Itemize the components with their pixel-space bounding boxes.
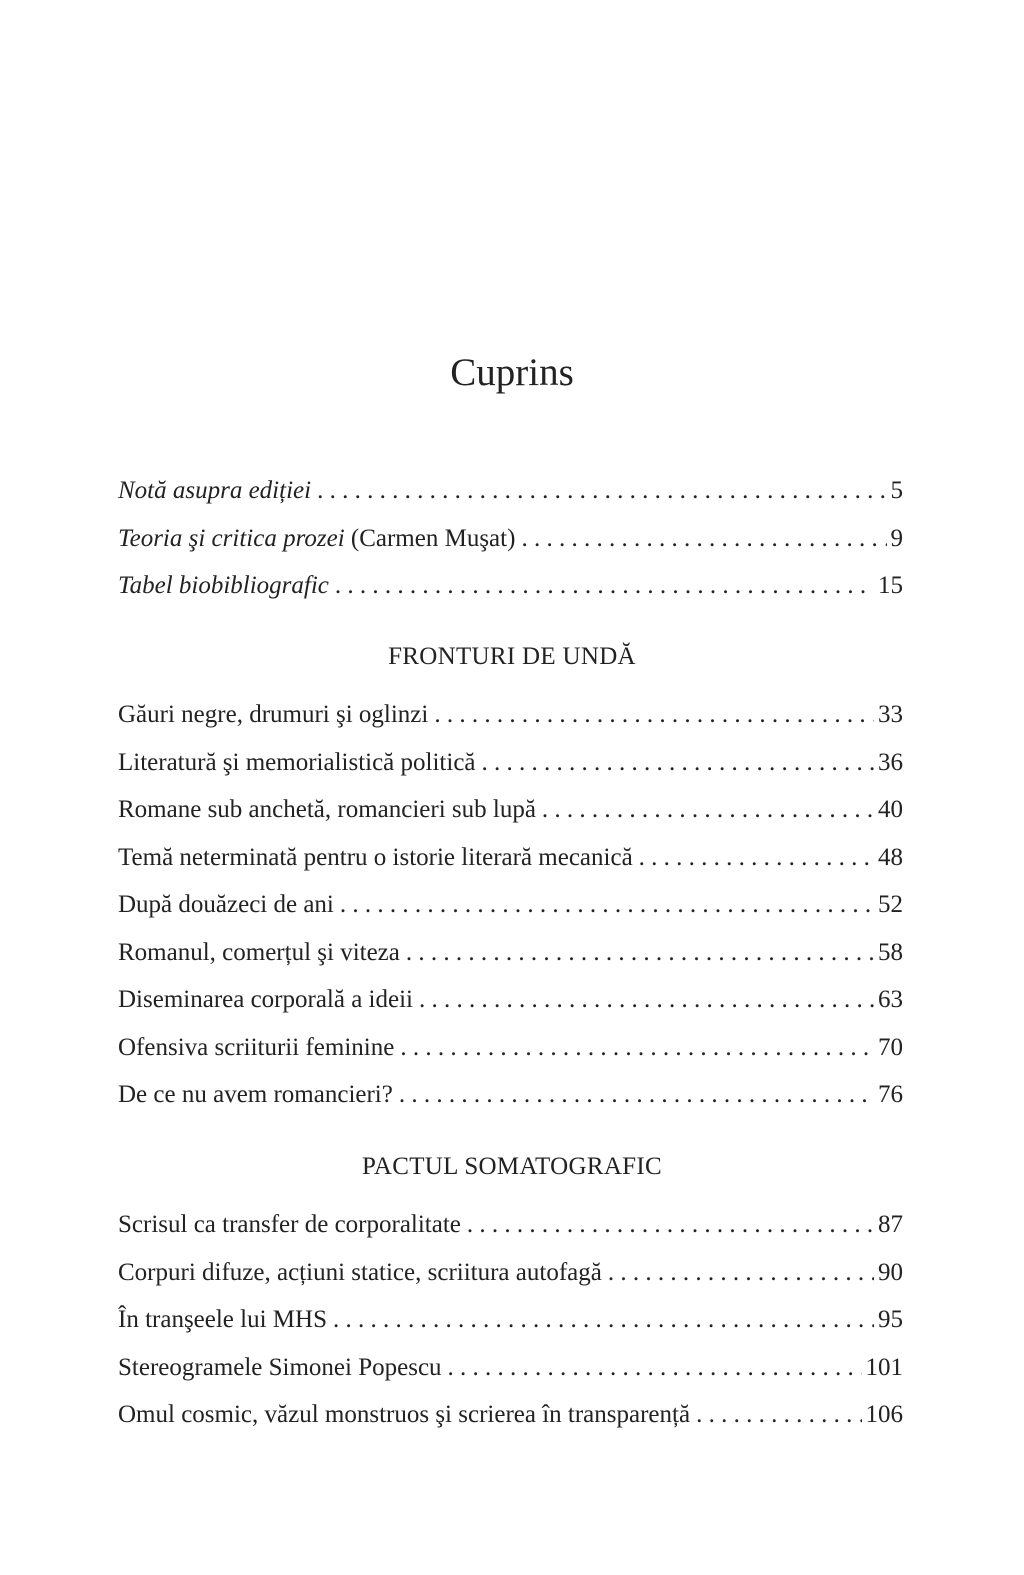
toc-entry[interactable] bbox=[118, 1303, 903, 1351]
toc-page-number: 33 bbox=[878, 701, 903, 728]
toc-entry-title: Omul cosmic, văzul monstruos şi scrierea în transparență bbox=[118, 1401, 691, 1428]
toc-entry-italic: Teoria şi critica prozei bbox=[118, 524, 345, 552]
dot-leader bbox=[696, 1398, 861, 1432]
page-title: Cuprins bbox=[450, 351, 574, 394]
toc-entry-title: De ce nu avem romancieri? bbox=[118, 1081, 393, 1108]
toc-page-number: 76 bbox=[878, 1081, 903, 1108]
dot-leader bbox=[521, 522, 886, 556]
dot-leader bbox=[399, 1078, 874, 1112]
toc-entry[interactable] bbox=[118, 1208, 903, 1256]
toc-entry-plain: (Carmen Muşat) bbox=[344, 524, 516, 552]
toc-entry[interactable] bbox=[118, 888, 903, 936]
toc-entry[interactable] bbox=[118, 1398, 903, 1446]
toc-entry[interactable] bbox=[118, 936, 903, 984]
toc-entry[interactable] bbox=[118, 793, 903, 841]
toc-entry[interactable] bbox=[118, 1031, 903, 1079]
toc-entry-title: Scrisul ca transfer de corporalitate bbox=[118, 1211, 461, 1238]
toc-entry-title bbox=[118, 522, 515, 556]
toc-entry-title: Stereogramele Simonei Popescu bbox=[118, 1353, 442, 1381]
toc-entry[interactable] bbox=[118, 1351, 903, 1399]
toc-entry-title: Ofensiva scriiturii feminine bbox=[118, 1033, 395, 1061]
toc-entry-title: Romane sub anchetă, romancieri sub lupă bbox=[118, 796, 536, 823]
toc-page-number: 40 bbox=[878, 796, 903, 823]
dot-leader bbox=[317, 474, 886, 508]
toc-entry[interactable] bbox=[118, 522, 903, 570]
toc-page-number: 58 bbox=[878, 938, 903, 966]
toc-entry[interactable] bbox=[118, 841, 903, 889]
dot-leader bbox=[333, 1303, 874, 1337]
toc-page-number: 87 bbox=[878, 1211, 903, 1238]
toc-page-number: 48 bbox=[878, 843, 903, 871]
toc-entry[interactable] bbox=[118, 746, 903, 794]
toc-page-number: 5 bbox=[890, 477, 903, 504]
dot-leader bbox=[335, 569, 874, 603]
toc-entry[interactable] bbox=[118, 983, 903, 1031]
dot-leader bbox=[467, 1208, 874, 1242]
dot-leader bbox=[542, 793, 874, 827]
toc-entry-title: Temă neterminată pentru o istorie literară mecanică bbox=[118, 843, 633, 871]
dot-leader bbox=[639, 841, 874, 875]
toc-page-number: 15 bbox=[878, 572, 903, 599]
dot-leader bbox=[400, 1031, 874, 1065]
dot-leader bbox=[340, 888, 874, 922]
section-pactul-list bbox=[118, 1208, 903, 1446]
dot-leader bbox=[448, 1351, 862, 1385]
dot-leader bbox=[482, 746, 874, 780]
toc-entry-title: După douăzeci de ani bbox=[118, 891, 334, 918]
toc-page-number: 90 bbox=[878, 1258, 903, 1286]
toc-page-number: 95 bbox=[878, 1306, 903, 1333]
toc-entry-italic: Notă asupra ediției bbox=[118, 477, 312, 504]
toc-entry[interactable] bbox=[118, 474, 903, 522]
section-fronturi-list bbox=[118, 698, 903, 1126]
dot-leader bbox=[608, 1256, 874, 1290]
dot-leader bbox=[434, 698, 874, 732]
toc-entry-title: Literatură şi memorialistică politică bbox=[118, 748, 476, 776]
toc-entry[interactable] bbox=[118, 1256, 903, 1304]
front-matter-list bbox=[118, 474, 903, 617]
toc-page-number: 63 bbox=[878, 986, 903, 1013]
toc-entry-title: Romanul, comerțul şi viteza bbox=[118, 938, 400, 966]
toc-entry-title: În tranşeele lui MHS bbox=[118, 1306, 327, 1333]
toc-entry-title: Găuri negre, drumuri şi oglinzi bbox=[118, 701, 429, 728]
toc-page-number: 36 bbox=[878, 748, 903, 776]
toc-entry-title bbox=[118, 569, 329, 603]
toc-entry-title bbox=[118, 474, 311, 508]
toc-page-number: 52 bbox=[878, 891, 903, 918]
toc-page-number: 9 bbox=[890, 524, 903, 552]
dot-leader bbox=[419, 983, 874, 1017]
toc-entry-title: Corpuri difuze, acțiuni statice, scriitura autofagă bbox=[118, 1258, 602, 1286]
dot-leader bbox=[406, 936, 874, 970]
section-heading-fronturi: FRONTURI DE UNDĂ bbox=[388, 643, 636, 670]
section-heading-pactul: PACTUL SOMATOGRAFIC bbox=[362, 1153, 662, 1180]
toc-entry[interactable] bbox=[118, 698, 903, 746]
toc-entry[interactable] bbox=[118, 569, 903, 617]
toc-page-number: 101 bbox=[865, 1353, 903, 1381]
toc-entry[interactable] bbox=[118, 1078, 903, 1126]
toc-entry-italic: Tabel biobibliografic bbox=[118, 572, 329, 599]
toc-page-number: 70 bbox=[878, 1033, 903, 1061]
toc-entry-title: Diseminarea corporală a ideii bbox=[118, 986, 413, 1013]
toc-page-number: 106 bbox=[865, 1401, 903, 1428]
